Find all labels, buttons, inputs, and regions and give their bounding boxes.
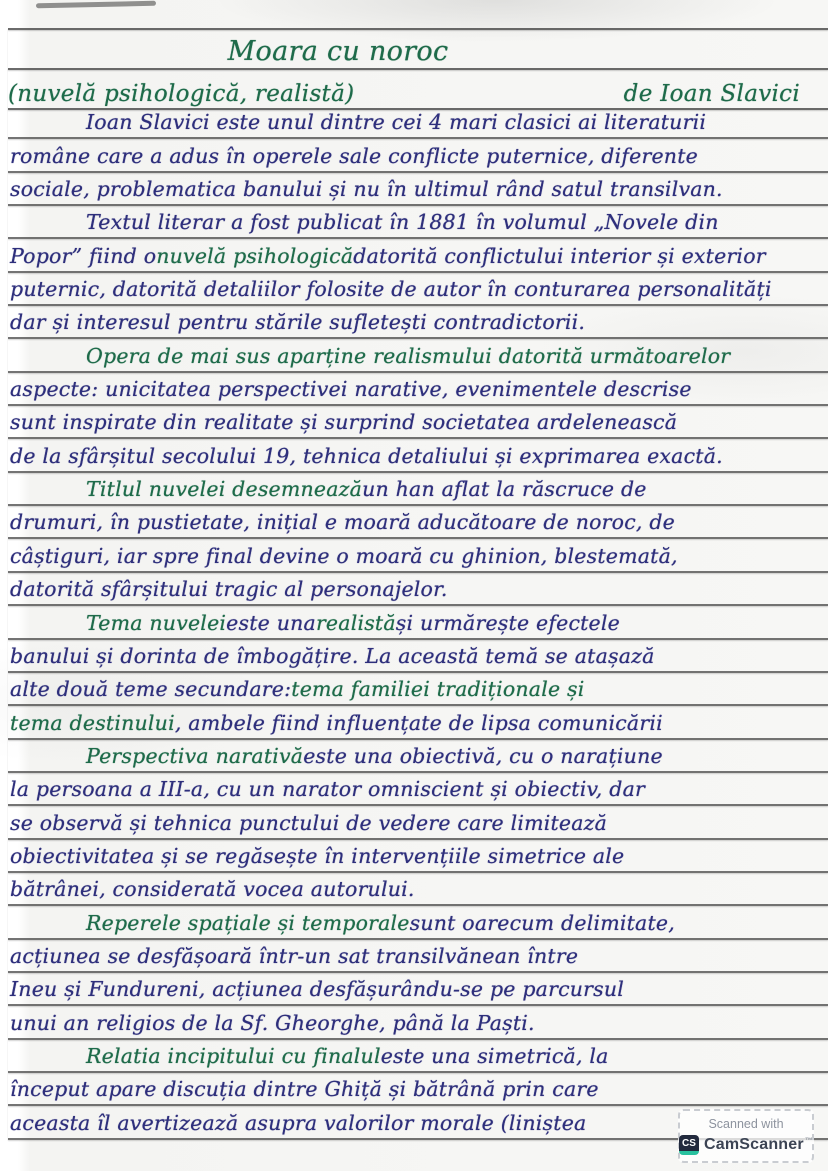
camscanner-name-text: CamScanner bbox=[703, 1136, 804, 1153]
handwritten-line bbox=[8, 473, 828, 506]
subtitle-row bbox=[8, 68, 828, 110]
handwritten-text-segment: , ambele fiind influențate de lipsa comunicării bbox=[174, 710, 663, 735]
handwritten-text-segment: Perspectiva narativă bbox=[86, 743, 304, 768]
handwritten-line bbox=[8, 139, 828, 172]
handwritten-line bbox=[8, 973, 828, 1006]
handwritten-line bbox=[8, 339, 828, 372]
handwritten-text-segment: drumuri, în pustietate, inițial e moară aducătoare de noroc, de bbox=[10, 510, 675, 535]
handwritten-line bbox=[8, 1040, 828, 1073]
handwritten-text-segment: este una bbox=[226, 610, 316, 635]
handwritten-text-segment: este una obiectivă, cu o narațiune bbox=[303, 743, 663, 768]
page-subtitle: (nuvelă psihologică, realistă) bbox=[8, 81, 355, 107]
handwritten-text-segment: la persoana a III-a, cu un narator omniscient și obiectiv, dar bbox=[10, 777, 645, 802]
handwritten-text-segment: dar și interesul pentru stările sufletești contradictorii. bbox=[10, 310, 586, 335]
camscanner-name bbox=[704, 1136, 813, 1154]
handwritten-text-segment: aceasta îl avertizează asupra valorilor morale (liniștea bbox=[10, 1110, 587, 1135]
handwritten-line bbox=[8, 406, 828, 439]
handwritten-line bbox=[8, 273, 828, 306]
handwritten-text-segment: române care a adus în operele sale conflicte puternice, diferente bbox=[10, 143, 698, 168]
handwritten-text-segment: Ineu și Fundureni, acțiunea desfășurându-se pe parcursul bbox=[10, 977, 625, 1002]
handwritten-line bbox=[8, 506, 828, 539]
body-lines bbox=[8, 106, 828, 1140]
handwritten-text-segment: aspecte: unicitatea perspectivei narative, evenimentele descrise bbox=[10, 377, 692, 402]
handwritten-text-segment: de la sfârșitul secolului 19, tehnica detaliului și exprimarea exactă. bbox=[10, 443, 723, 468]
handwritten-line bbox=[8, 373, 828, 406]
handwritten-text-segment: câștiguri, iar spre final devine o moară cu ghinion, blestemată, bbox=[10, 543, 678, 568]
camscanner-brand-line bbox=[679, 1135, 813, 1155]
handwritten-line bbox=[8, 940, 828, 973]
handwritten-line bbox=[8, 1073, 828, 1106]
handwritten-text-segment: început apare discuția dintre Ghiță și bătrână prin care bbox=[10, 1077, 599, 1102]
handwritten-text-segment: datorită sfârșitului tragic al personajelor. bbox=[10, 577, 448, 602]
handwritten-line bbox=[8, 906, 828, 939]
handwritten-text-segment: realistă bbox=[315, 610, 396, 635]
handwritten-text-segment: se observă și tehnica punctului de vedere care limitează bbox=[10, 810, 608, 835]
trademark-symbol: ™ bbox=[804, 1136, 814, 1145]
handwritten-line bbox=[8, 706, 828, 739]
handwritten-text-segment: acțiunea se desfășoară într-un sat transilvănean între bbox=[10, 943, 579, 968]
handwritten-text-segment: bătrânei, considerată vocea autorului. bbox=[10, 877, 415, 902]
handwritten-line bbox=[8, 539, 828, 572]
handwritten-text-segment: Tema nuvelei bbox=[86, 610, 227, 635]
handwritten-line bbox=[8, 606, 828, 639]
handwritten-text-segment: Reperele spațiale și temporale bbox=[86, 910, 410, 935]
handwritten-text-segment: Titlul nuvelei desemnează bbox=[86, 477, 363, 502]
title-row bbox=[8, 30, 828, 70]
camscanner-logo-icon: CS bbox=[679, 1135, 699, 1155]
handwritten-text-segment: unui an religios de la Sf. Gheorghe, până la Paști. bbox=[10, 1010, 535, 1035]
handwritten-text-segment: un han aflat la răscruce de bbox=[362, 477, 647, 502]
handwritten-text-segment: este una simetrică, la bbox=[380, 1043, 609, 1068]
page-author: de Ioan Slavici bbox=[623, 81, 800, 107]
handwritten-line bbox=[8, 1006, 828, 1039]
handwritten-text-segment: tema destinului bbox=[10, 710, 175, 735]
handwritten-line bbox=[8, 673, 828, 706]
handwritten-text-segment: sunt oarecum delimitate, bbox=[409, 910, 675, 935]
handwritten-text-segment: datorită conflictului interior și exterior bbox=[353, 243, 766, 268]
handwritten-line bbox=[8, 773, 828, 806]
handwritten-text-segment: sociale, problematica banului și nu în ultimul rând satul transilvan. bbox=[10, 177, 723, 202]
handwritten-line bbox=[8, 206, 828, 239]
handwritten-text-segment: Textul literar a fost publicat în 1881 în volumul „Novele din bbox=[86, 210, 719, 235]
handwritten-text-segment: sunt inspirate din realitate și surprind societatea ardelenească bbox=[10, 410, 678, 435]
handwritten-line bbox=[8, 873, 828, 906]
page-title: Moara cu noroc bbox=[227, 36, 449, 67]
handwritten-text-segment: și urmărește efectele bbox=[395, 610, 620, 635]
handwritten-text-segment: banului și dorinta de îmbogățire. La această temă se atașază bbox=[10, 643, 655, 668]
handwritten-text-segment: obiectivitatea și se regăsește în intervențiile simetrice ale bbox=[10, 843, 625, 868]
handwritten-line bbox=[8, 573, 828, 606]
handwritten-text-segment: Ioan Slavici este unul dintre cei 4 mari clasici ai literaturii bbox=[86, 110, 707, 135]
handwritten-line bbox=[8, 806, 828, 839]
handwritten-text-segment: Opera de mai sus aparține realismului datorită următoarelor bbox=[86, 343, 731, 368]
handwritten-line bbox=[8, 239, 828, 272]
handwritten-text-segment: puternic, datorită detaliilor folosite de autor în conturarea personalități bbox=[10, 277, 772, 302]
handwritten-text-segment: alte două teme secundare: bbox=[10, 677, 292, 702]
handwritten-line bbox=[8, 306, 828, 339]
scanned-with-label: Scanned with bbox=[708, 1117, 784, 1131]
handwritten-line bbox=[8, 740, 828, 773]
handwritten-line bbox=[8, 173, 828, 206]
handwritten-text-segment: Popor” fiind o bbox=[10, 243, 157, 268]
handwritten-text-segment: tema familiei tradiționale și bbox=[291, 677, 585, 702]
handwritten-line bbox=[8, 106, 828, 139]
handwritten-text-segment: nuvelă psihologică bbox=[156, 243, 354, 268]
handwritten-line bbox=[8, 640, 828, 673]
handwritten-line bbox=[8, 840, 828, 873]
scan-artifact-smudge bbox=[36, 1, 156, 9]
handwritten-line bbox=[8, 439, 828, 472]
handwritten-text-segment: Relatia incipitului cu finalul bbox=[86, 1043, 381, 1068]
camscanner-badge bbox=[678, 1109, 814, 1163]
